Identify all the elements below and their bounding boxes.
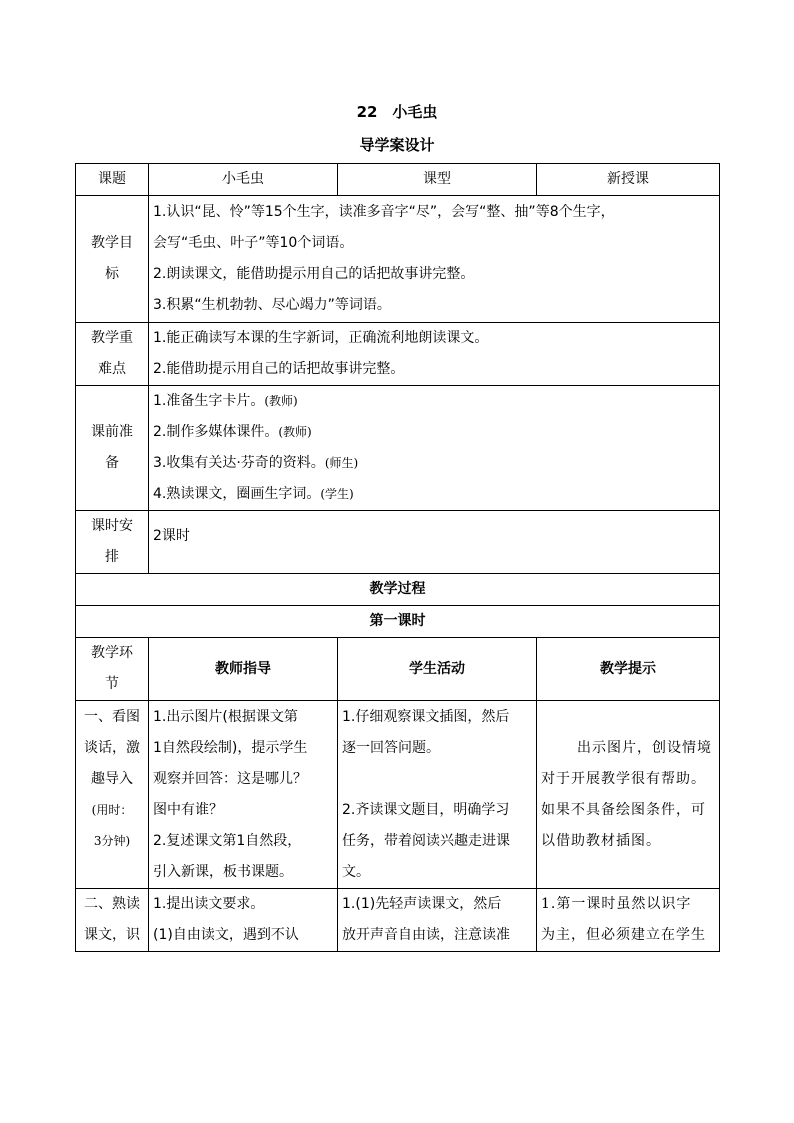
document-subtitle: 导学案设计 bbox=[359, 136, 435, 154]
prep-label bbox=[76, 386, 149, 511]
goal-line: 1.认识“昆、怜”等15个生字，读准多音字“尽”，会写“整、抽”等8个生字， bbox=[153, 204, 615, 220]
tip-line: 出示图片，创设情境 bbox=[577, 740, 712, 756]
teacher-cell bbox=[149, 701, 338, 889]
goals-row bbox=[76, 196, 720, 323]
prep-item bbox=[153, 386, 715, 417]
tip-line: 如果不具备绘图条件，可 bbox=[541, 802, 706, 818]
goal-line: 会写“毛虫、叶子”等10个词语。 bbox=[153, 235, 354, 251]
prep-item bbox=[153, 479, 715, 510]
student-header: 学生活动 bbox=[338, 638, 537, 701]
type-label: 课型 bbox=[338, 164, 537, 196]
tip-line: 1.第一课时虽然以识字 bbox=[541, 896, 692, 912]
prep-item bbox=[153, 417, 715, 448]
prep-row bbox=[76, 386, 720, 511]
process-title-row bbox=[76, 574, 720, 606]
schedule-label-b: 排 bbox=[105, 549, 119, 565]
student-line: 1.(1)先轻声读课文，然后 bbox=[342, 896, 502, 912]
teacher-line: 1自然段绘制)，提示学生 bbox=[153, 740, 308, 756]
topic-label: 课题 bbox=[76, 164, 149, 196]
stage-line: 谈话，激 bbox=[84, 740, 140, 756]
teacher-header: 教师指导 bbox=[149, 638, 338, 701]
student-line: 1.仔细观察课文插图，然后 bbox=[342, 709, 510, 725]
topic-row bbox=[76, 164, 720, 196]
column-header-row bbox=[76, 638, 720, 701]
tips-cell bbox=[537, 889, 720, 952]
schedule-label bbox=[76, 511, 149, 574]
teacher-cell bbox=[149, 889, 338, 952]
schedule-label-a: 课时安 bbox=[91, 518, 133, 534]
goals-content bbox=[149, 196, 720, 323]
lesson-title: 第一课时 bbox=[76, 606, 720, 638]
student-line bbox=[342, 764, 532, 795]
prep-item-text: 3.收集有关达·芬奇的资料。 bbox=[153, 455, 325, 471]
tip-line: 以借助教材插图。 bbox=[541, 833, 661, 849]
prep-item-note: (教师) bbox=[278, 425, 312, 439]
student-line: 放开声音自由读，注意读准 bbox=[342, 927, 510, 943]
prep-item-note: (师生) bbox=[324, 456, 359, 470]
teacher-line: (1)自由读文，遇到不认 bbox=[153, 927, 299, 943]
goals-label-a: 教学目 bbox=[91, 235, 133, 251]
student-cell bbox=[338, 889, 537, 952]
key-point-line: 1.能正确读写本课的生字新词，正确流利地朗读课文。 bbox=[153, 330, 489, 346]
table-row bbox=[76, 701, 720, 889]
stage-line: 3分钟) bbox=[93, 834, 131, 848]
key-point-line: 2.能借助提示用自己的话把故事讲完整。 bbox=[153, 361, 405, 377]
schedule-value: 2课时 bbox=[149, 511, 720, 574]
type-value: 新授课 bbox=[537, 164, 720, 196]
student-line: 逐一回答问题。 bbox=[342, 740, 440, 756]
key-points-label bbox=[76, 323, 149, 386]
lesson-plan-table bbox=[75, 163, 720, 952]
lesson-title-row bbox=[76, 606, 720, 638]
teacher-line: 1.出示图片(根据课文第 bbox=[153, 709, 298, 725]
stage-line: 一、看图 bbox=[84, 709, 140, 725]
stage-line: 课文，识 bbox=[84, 927, 140, 943]
tip-line: 为主，但必须建立在学生 bbox=[541, 927, 706, 943]
stage-header-a: 教学环 bbox=[91, 645, 133, 661]
teacher-line: 图中有谁？ bbox=[153, 802, 223, 818]
goals-label-b: 标 bbox=[105, 266, 119, 282]
key-points-row bbox=[76, 323, 720, 386]
prep-item-text: 2.制作多媒体课件。 bbox=[153, 424, 279, 440]
prep-content bbox=[149, 386, 720, 511]
table-row bbox=[76, 889, 720, 952]
key-points-content bbox=[149, 323, 720, 386]
key-points-label-b: 难点 bbox=[98, 361, 126, 377]
teacher-line: 引入新课，板书课题。 bbox=[153, 864, 293, 880]
student-cell bbox=[338, 701, 537, 889]
tips-header: 教学提示 bbox=[537, 638, 720, 701]
stage-cell bbox=[76, 889, 149, 952]
stage-cell bbox=[76, 701, 149, 889]
stage-line: (用时： bbox=[91, 803, 133, 817]
goals-label bbox=[76, 196, 149, 323]
stage-line: 二、熟读 bbox=[84, 896, 140, 912]
student-line: 2.齐读课文题目，明确学习 bbox=[342, 802, 510, 818]
key-points-label-a: 教学重 bbox=[91, 330, 133, 346]
prep-item-note: (学生) bbox=[320, 487, 354, 501]
stage-line: 趣导入 bbox=[91, 771, 133, 787]
document-title: 22 小毛虫 bbox=[356, 103, 438, 121]
prep-item-note: (教师) bbox=[264, 394, 298, 408]
prep-item-text: 4.熟读课文，圈画生字词。 bbox=[153, 486, 321, 502]
teacher-line: 2.复述课文第1自然段， bbox=[153, 833, 302, 849]
teacher-line: 1.提出读文要求。 bbox=[153, 896, 265, 912]
prep-item-text: 1.准备生字卡片。 bbox=[153, 393, 265, 409]
student-line: 文。 bbox=[342, 864, 370, 880]
teacher-line: 观察并回答：这是哪儿？ bbox=[153, 771, 307, 787]
prep-item bbox=[153, 448, 715, 479]
stage-header-b: 节 bbox=[105, 676, 119, 692]
prep-label-a: 课前准 bbox=[91, 424, 133, 440]
stage-header bbox=[76, 638, 149, 701]
schedule-row bbox=[76, 511, 720, 574]
goal-line: 3.积累“生机勃勃、尽心竭力”等词语。 bbox=[153, 297, 391, 313]
goal-line: 2.朗读课文，能借助提示用自己的话把故事讲完整。 bbox=[153, 266, 475, 282]
student-line: 任务，带着阅读兴趣走进课 bbox=[342, 833, 510, 849]
tip-line: 对于开展教学很有帮助。 bbox=[541, 771, 706, 787]
process-title: 教学过程 bbox=[76, 574, 720, 606]
topic-value: 小毛虫 bbox=[149, 164, 338, 196]
tips-cell bbox=[537, 701, 720, 889]
prep-label-b: 备 bbox=[105, 455, 119, 471]
